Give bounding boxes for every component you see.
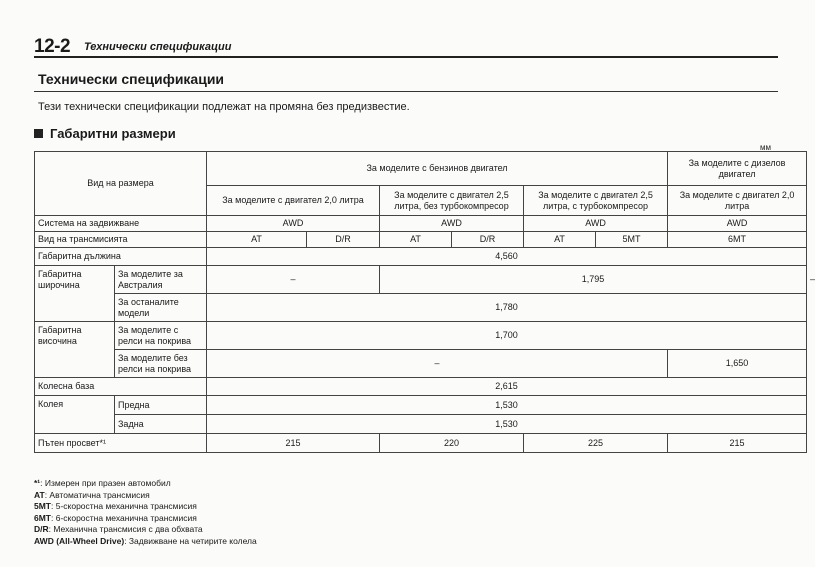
table-row	[35, 322, 807, 350]
table-row	[35, 434, 807, 453]
table-row	[35, 294, 807, 322]
width-other-label: За останалите модели	[115, 294, 207, 322]
height-norails-label: За моделите без релси на покрива	[115, 350, 207, 378]
petrol-group-header: За моделите с бензинов двигател	[207, 152, 668, 186]
intro-text: Тези технически спецификации подлежат на промяна без предизвестие.	[38, 101, 410, 113]
table-cell: D/R	[307, 232, 380, 248]
footnote-item: *¹: Измерен при празен автомобил	[34, 478, 171, 488]
table-cell: AT	[207, 232, 307, 248]
table-cell: 215	[668, 434, 807, 453]
page-number: 12-2	[34, 36, 71, 57]
row-header-label: Вид на размера	[35, 152, 207, 216]
transmission-label: Вид на трансмисията	[35, 232, 207, 248]
footnote-item: 6MT: 6-скоростна механична трансмисия	[34, 512, 197, 523]
page-title: Технически спецификации	[38, 71, 225, 87]
square-bullet-icon	[34, 129, 43, 138]
footnote-item: 5MT: 5-скоростна механична трансмисия	[34, 501, 197, 512]
table-row	[35, 415, 807, 434]
drive-label: Система на задвижване	[35, 216, 207, 232]
section-heading	[34, 126, 176, 141]
height-rails-label: За моделите с релси на покрива	[115, 322, 207, 350]
diesel-group-header: За моделите с дизелов двигател	[668, 152, 807, 186]
table-cell: 1,530	[207, 415, 807, 434]
table-cell: 1,795	[380, 266, 807, 294]
table-row	[35, 232, 807, 248]
table-cell: AWD	[380, 216, 524, 232]
table-cell: AT	[380, 232, 452, 248]
footnote-item: AWD (All-Wheel Drive): Задвижване на четирите колела	[34, 535, 257, 546]
track-label: Колея	[35, 396, 115, 434]
engine-col-header: За моделите с двигател 2,5 литра, с турбокомпресор	[524, 186, 668, 216]
engine-col-header: За моделите с двигател 2,5 литра, без турбокомпресор	[380, 186, 524, 216]
track-rear-label: Задна	[115, 415, 207, 434]
clearance-label: Пътен просвет*¹	[35, 434, 207, 453]
wheelbase-label: Колесна база	[35, 378, 207, 396]
table-row	[35, 396, 807, 415]
footnotes	[34, 478, 257, 548]
footnote-item: AT: Автоматична трансмисия	[34, 489, 150, 500]
table-cell: 225	[524, 434, 668, 453]
table-cell: AT	[524, 232, 596, 248]
length-value: 4,560	[207, 248, 807, 266]
table-cell: 220	[380, 434, 524, 453]
table-row	[35, 152, 807, 186]
table-cell: 1,700	[207, 322, 807, 350]
table-cell: D/R	[452, 232, 524, 248]
table-row	[35, 248, 807, 266]
table-cell: –	[207, 350, 668, 378]
table-cell: 215	[207, 434, 380, 453]
table-cell: AWD	[524, 216, 668, 232]
width-australia-label: За моделите за Австралия	[115, 266, 207, 294]
running-section-title: Технически спецификации	[84, 41, 232, 53]
table-cell: –	[207, 266, 380, 294]
footnote-item: D/R: Механична трансмисия с два обхвата	[34, 524, 203, 535]
engine-col-header: За моделите с двигател 2,0 литра	[207, 186, 380, 216]
unit-label: мм	[760, 143, 771, 152]
engine-col-header: За моделите с двигател 2,0 литра	[668, 186, 807, 216]
table-row: Габаритна широчина За моделите за Австралия – 1,795 –	[35, 266, 807, 294]
table-cell: AWD	[207, 216, 380, 232]
section-heading-text: Габаритни размери	[50, 126, 176, 141]
height-label: Габаритна височина	[35, 322, 115, 378]
table-row	[35, 216, 807, 232]
length-label: Габаритна дължина	[35, 248, 207, 266]
table-cell: 6MT	[668, 232, 807, 248]
page-header	[34, 36, 778, 58]
table-cell: 1,530	[207, 396, 807, 415]
table-row	[35, 350, 807, 378]
dimensions-table	[34, 151, 815, 453]
track-front-label: Предна	[115, 396, 207, 415]
wheelbase-value: 2,615	[207, 378, 807, 396]
table-cell: 1,780	[207, 294, 807, 322]
table-cell: 5MT	[596, 232, 668, 248]
width-label: Габаритна широчина	[35, 266, 115, 322]
table-cell: 1,650	[668, 350, 807, 378]
table-cell: AWD	[668, 216, 807, 232]
table-row	[35, 378, 807, 396]
title-divider	[34, 91, 778, 92]
